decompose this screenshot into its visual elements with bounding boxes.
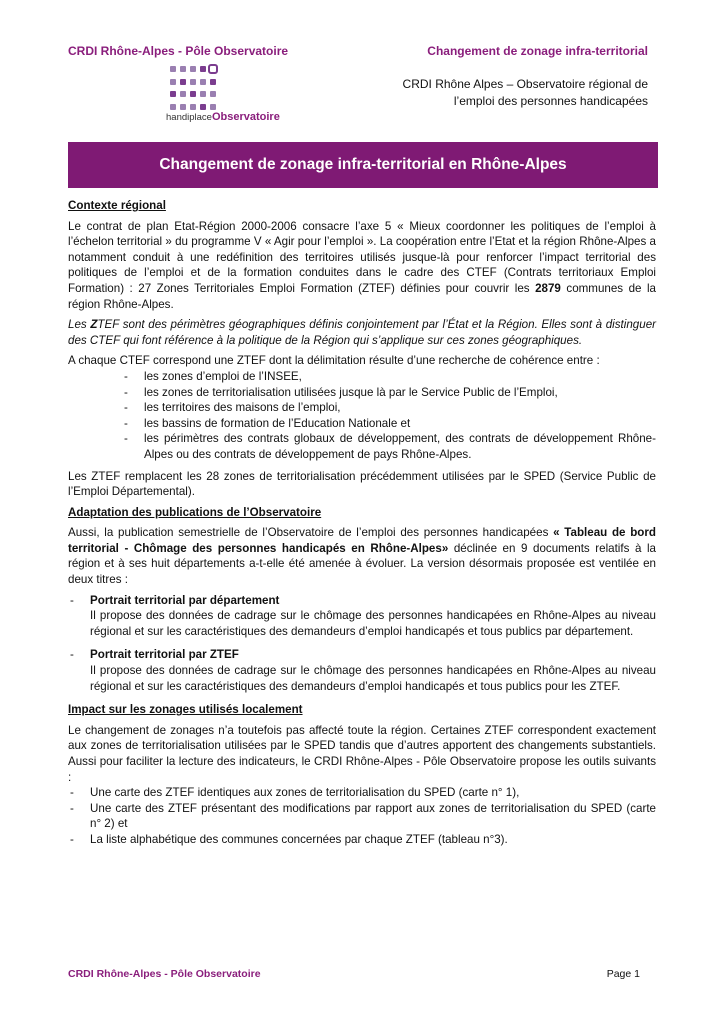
list-item: - Une carte des ZTEF identiques aux zones de territorialisation du SPED (carte n° 1), [68,785,656,801]
title-banner: Changement de zonage infra-territorial en Rhône-Alpes [68,142,658,188]
titled-item-departement: - Portrait territorial par département Il propose des données de cadrage sur le chômage des personnes handicapées en Rhône-Alpes au niveau régional et sur les caractéristiques des demandeurs d’emploi handicapés et tous publics par département. [68,593,656,640]
coherence-list [68,369,656,463]
paragraph: Le contrat de plan Etat-Région 2000-2006 consacre l’axe 5 « Mieux coordonner les politiques de l’emploi à l’échelon territorial » du programme V « Agir pour l’emploi ». La coopération entre l’Etat et la région Rhône-Alpes a notamment conduit à une redéfinition des territoires utilisés jusque-là pour renforcer l’impact territorial des politiques de l’emploi et de la formation conduites dans le cadre des CTEF (Contrats territoriaux Emploi Formation) : 27 Zones Territoriales Emploi Formation (ZTEF) définies pour couvrir les 2879 communes de la région Rhône-Alpes. [68,219,656,311]
section-title-contexte: Contexte régional [68,199,166,212]
section-title-impact: Impact sur les zonages utilisés localement [68,703,303,717]
titled-item-ztef: - Portrait territorial par ZTEF Il propose des données de cadrage sur le chômage des personnes handicapées en Rhône-Alpes au niveau régional et sur les caractéristiques des demandeurs d’emploi handicapés et tous publics pour les ZTEF. [68,647,656,694]
tools-list [68,785,656,847]
paragraph: A chaque CTEF correspond une ZTEF dont la délimitation résulte d’une recherche de cohérence entre : [68,354,600,368]
paragraph: Aussi, la publication semestrielle de l’Observatoire de l’emploi des personnes handicapées « Tableau de bord territorial - Chômage des personnes handicapés en Rhône-Alpes» déclinée en 9 documents relatifs à la région et à ses huit départements a-t-elle été amenée à évoluer. La version désormais proposée est ventilée en deux titres : [68,526,656,587]
list-item: - les zones de territorialisation utilisées jusque là par le Service Public de l’Emploi, [68,385,656,401]
logo-text: handiplaceObservatoire [166,111,280,123]
list-item: - les périmètres des contrats globaux de développement, des contrats de développement Rhône-Alpes ou des contrats de développement de pays Rhône-Alpes. [68,431,656,462]
logo-dot-grid-icon [170,66,216,112]
list-item: - La liste alphabétique des communes concernées par chaque ZTEF (tableau n°3). [68,832,656,848]
handiplace-logo [166,66,280,126]
paragraph: Les ZTEF remplacent les 28 zones de territorialisation précédemment utilisées par le SPED (Service Public de l’Emploi Départemental). [68,469,656,499]
list-item: - les bassins de formation de l’Education Nationale et [68,416,656,432]
list-item: - Une carte des ZTEF présentant des modifications par rapport aux zones de territorialisation du SPED (carte n° 2) et [68,801,656,832]
header-left: CRDI Rhône-Alpes - Pôle Observatoire [68,44,289,58]
italic-paragraph: Les ZTEF sont des périmètres géographiques définis conjointement par l’État et la Région. Elles sont à distinguer des CTEF qui font référence à la politique de la Région qui s’applique sur ces zones géographiques. [68,318,656,347]
header-right: Changement de zonage infra-territorial [427,44,648,58]
paragraph: Le changement de zonages n’a toutefois pas affecté toute la région. Certaines ZTEF correspondent exactement aux zones de territorialisation utilisées par le SPED tandis que d’autres apportent des changements substantiels. Aussi pour faciliter la lecture des indicateurs, le CRDI Rhône-Alpes - Pôle Observatoire propose les outils suivants : [68,723,656,784]
list-item: - les zones d’emploi de l’INSEE, [68,369,656,385]
section-title-adaptation: Adaptation des publications de l’Observatoire [68,505,322,519]
list-item: - les territoires des maisons de l’emploi, [68,400,656,416]
footer-left: CRDI Rhône-Alpes - Pôle Observatoire [68,968,261,980]
organization-name: CRDI Rhône Alpes – Observatoire régional de l’emploi des personnes handicapées [402,77,648,108]
page-number: Page 1 [606,968,640,980]
document-body [68,196,656,848]
